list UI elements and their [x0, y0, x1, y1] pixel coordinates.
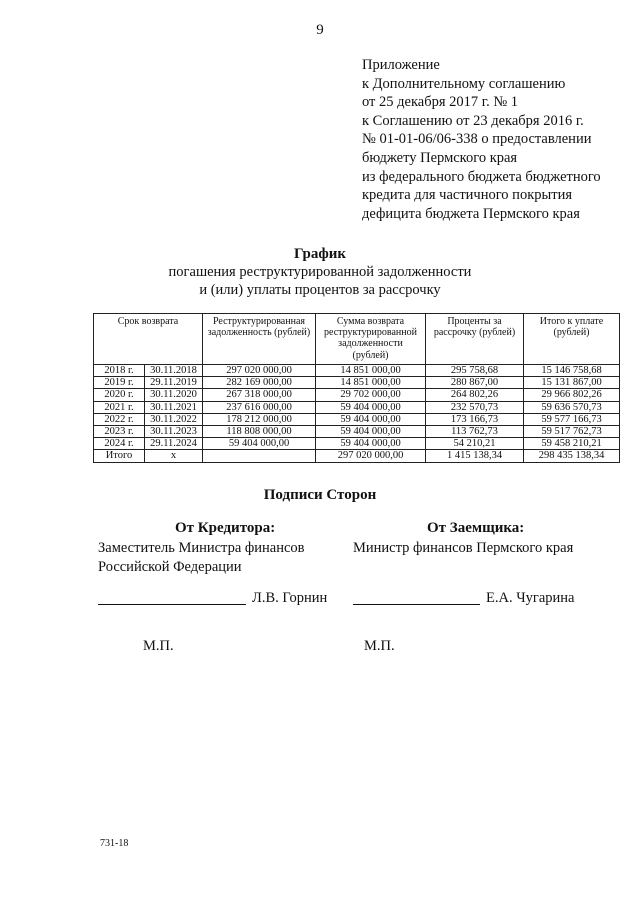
cell-repayment: 59 404 000,00 [316, 401, 426, 413]
cell-total: 59 458 210,21 [524, 438, 620, 450]
footer-code: 731-18 [100, 838, 129, 849]
cell-repayment: 59 404 000,00 [316, 413, 426, 425]
appendix-line: Приложение [362, 57, 440, 73]
appendix-line: к Дополнительному соглашению [362, 75, 566, 92]
borrower-heading: От Заемщика: [427, 520, 525, 536]
appendix-line: к Соглашению от 23 декабря 2016 г. [362, 112, 584, 129]
cell-total: 59 636 570,73 [524, 401, 620, 413]
cell-interest: 232 570,73 [426, 401, 524, 413]
appendix-line: из федерального бюджета бюджетного [362, 168, 601, 185]
cell-interest: 173 166,73 [426, 413, 524, 425]
table-row [94, 438, 620, 450]
cell-date: 29.11.2019 [145, 377, 203, 389]
table-row [94, 365, 620, 377]
borrower-position-line: Министр финансов Пермского края [353, 540, 574, 556]
cell-debt: 282 169 000,00 [203, 377, 316, 389]
cell-year: 2022 г. [94, 413, 145, 425]
appendix-line: от 25 декабря 2017 г. № 1 [362, 94, 519, 111]
cell-date: 30.11.2020 [145, 389, 203, 401]
appendix-note [362, 56, 601, 223]
creditor-signature-line [98, 604, 246, 605]
cell-total: 15 131 867,00 [524, 377, 620, 389]
creditor-position-line: Российской Федерации [98, 558, 242, 575]
repayment-schedule-table [93, 313, 620, 463]
cell-total-label: Итого [94, 450, 145, 462]
cell-year: 2018 г. [94, 365, 145, 377]
cell-interest: 264 802,26 [426, 389, 524, 401]
cell-date: 30.11.2022 [145, 413, 203, 425]
document-title: График [293, 246, 347, 262]
cell-total-payable: 298 435 138,34 [524, 450, 620, 462]
cell-repayment: 14 851 000,00 [316, 365, 426, 377]
cell-year: 2023 г. [94, 426, 145, 438]
cell-debt: 59 404 000,00 [203, 438, 316, 450]
borrower-stamp: М.П. [364, 638, 395, 654]
cell-date: 30.11.2023 [145, 426, 203, 438]
cell-repayment: 59 404 000,00 [316, 438, 426, 450]
borrower-position [353, 539, 573, 558]
table-row [94, 413, 620, 425]
cell-total: 15 146 758,68 [524, 365, 620, 377]
cell-total: 59 577 166,73 [524, 413, 620, 425]
cell-repayment: 14 851 000,00 [316, 377, 426, 389]
cell-interest: 54 210,21 [426, 438, 524, 450]
borrower-name: Е.А. Чугарина [486, 590, 575, 606]
table-row [94, 389, 620, 401]
table-row [94, 426, 620, 438]
appendix-line: дефицита бюджета Пермского края [362, 205, 580, 222]
cell-debt: 178 212 000,00 [203, 413, 316, 425]
cell-year: 2024 г. [94, 438, 145, 450]
cell-total: 59 517 762,73 [524, 426, 620, 438]
table-row [94, 377, 620, 389]
appendix-line: кредита для частичного покрытия [362, 187, 572, 204]
cell-interest: 113 762,73 [426, 426, 524, 438]
cell-debt: 297 020 000,00 [203, 365, 316, 377]
cell-total-x: x [145, 450, 203, 462]
signatures-title: Подписи Сторон [263, 487, 377, 503]
creditor-position-line: Заместитель Министра финансов [98, 540, 305, 556]
cell-year: 2020 г. [94, 389, 145, 401]
table-total-row [94, 450, 620, 462]
header-interest: Проценты за рассрочку (рублей) [426, 314, 524, 365]
subtitle-line: и (или) уплаты процентов за рассрочку [199, 282, 441, 298]
cell-repayment: 59 404 000,00 [316, 426, 426, 438]
creditor-stamp: М.П. [143, 638, 174, 654]
cell-debt: 118 808 000,00 [203, 426, 316, 438]
appendix-line: № 01-01-06/06-338 о предоставлении [362, 131, 592, 148]
subtitle-line: погашения реструктурированной задолженности [168, 264, 472, 280]
cell-year: 2021 г. [94, 401, 145, 413]
cell-total-debt [203, 450, 316, 462]
page-number: 9 [316, 22, 324, 38]
cell-interest: 280 867,00 [426, 377, 524, 389]
header-total-payable: Итого к уплате (рублей) [524, 314, 620, 365]
cell-date: 30.11.2018 [145, 365, 203, 377]
cell-interest: 295 758,68 [426, 365, 524, 377]
header-repayment-amount: Сумма возврата реструктурированной задолженности (рублей) [316, 314, 426, 365]
cell-repayment: 29 702 000,00 [316, 389, 426, 401]
appendix-line: бюджету Пермского края [362, 149, 518, 166]
header-restructured-debt: Реструктурированная задолженность (рублей) [203, 314, 316, 365]
table-row [94, 401, 620, 413]
header-due-date: Срок возврата [94, 314, 203, 365]
cell-debt: 237 616 000,00 [203, 401, 316, 413]
cell-date: 30.11.2021 [145, 401, 203, 413]
cell-total: 29 966 802,26 [524, 389, 620, 401]
table-header-row [94, 314, 620, 365]
borrower-signature-line [353, 604, 480, 605]
creditor-position [98, 539, 305, 576]
creditor-name: Л.В. Горнин [252, 590, 328, 606]
document-subtitle [0, 263, 640, 299]
creditor-heading: От Кредитора: [175, 520, 276, 536]
cell-debt: 267 318 000,00 [203, 389, 316, 401]
cell-total-repayment: 297 020 000,00 [316, 450, 426, 462]
cell-year: 2019 г. [94, 377, 145, 389]
cell-date: 29.11.2024 [145, 438, 203, 450]
cell-total-interest: 1 415 138,34 [426, 450, 524, 462]
